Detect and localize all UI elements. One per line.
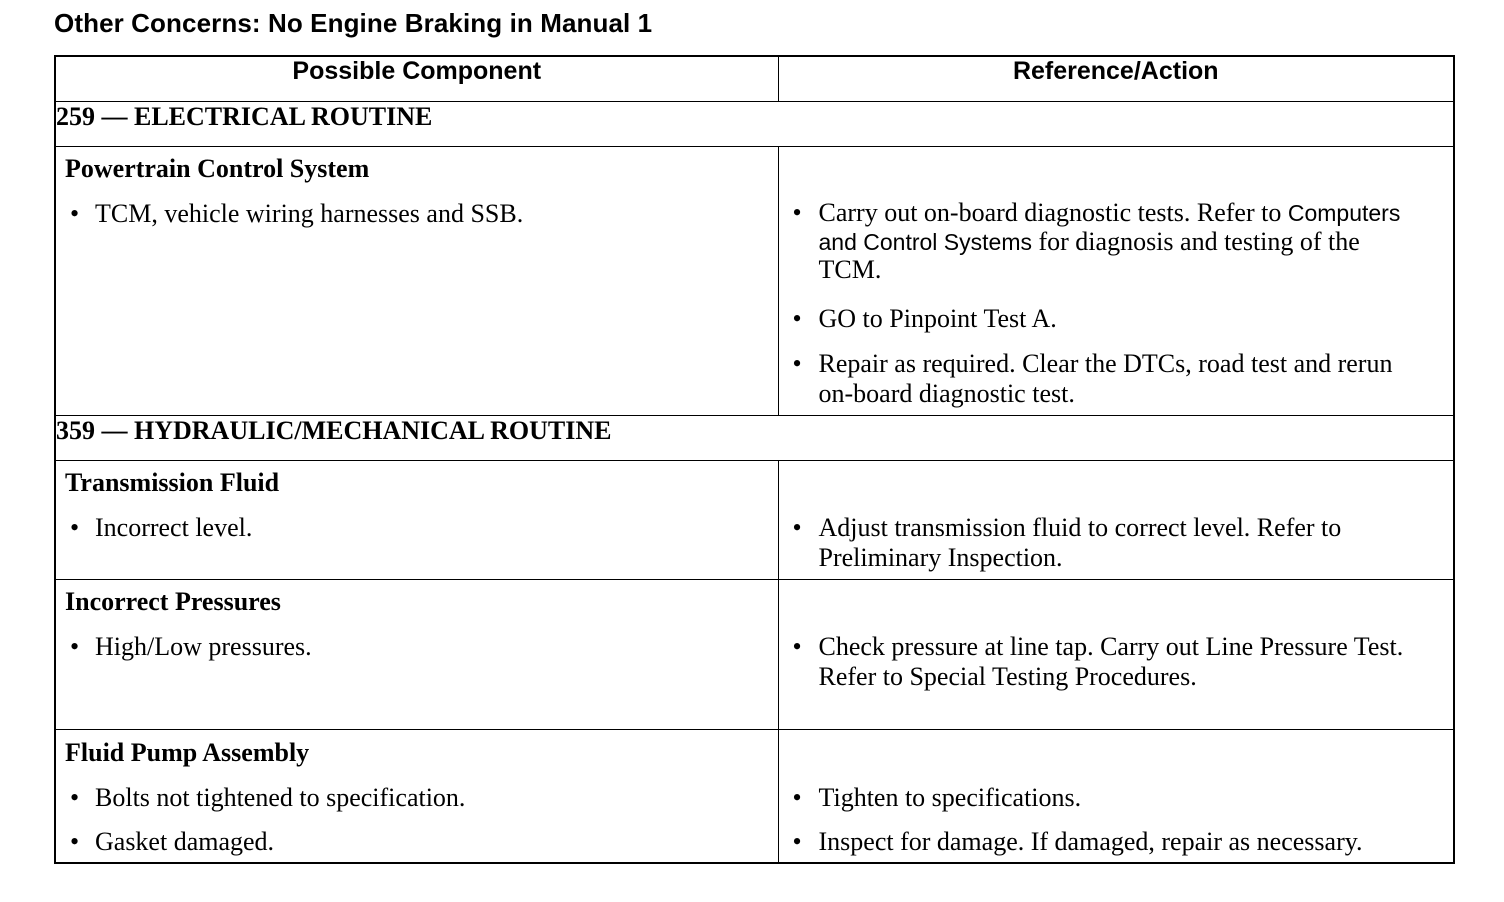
diagnosis-table [54, 55, 1455, 864]
action-text: Carry out on-board diagnostic tests. Refer to [818, 198, 1282, 227]
list-item: • Bolts not tightened to specification. [56, 783, 778, 813]
list-item: • GO to Pinpoint Test A. [779, 304, 1424, 334]
component-name: Powertrain Control System [65, 154, 370, 183]
component-cell [55, 461, 778, 580]
list-item: • Tighten to specifications. [779, 783, 1444, 813]
component-items [56, 783, 778, 857]
action-items [779, 199, 1424, 409]
component-items [56, 513, 778, 543]
list-item [779, 199, 1424, 285]
component-name: Transmission Fluid [65, 468, 280, 497]
action-text: for diagnosis and testing of the TCM. [818, 226, 1360, 284]
action-items [779, 632, 1424, 692]
column-header-action: Reference/Action [778, 56, 1454, 102]
component-items [56, 199, 778, 229]
list-item: • Incorrect level. [56, 513, 778, 543]
list-item: • TCM, vehicle wiring harnesses and SSB. [56, 199, 778, 229]
list-item: • Adjust transmission fluid to correct level. Refer to Preliminary Inspection. [779, 513, 1424, 573]
table-row [55, 147, 1454, 416]
component-cell [55, 580, 778, 730]
table-header-row [55, 56, 1454, 102]
action-items [779, 513, 1424, 573]
table-row [55, 730, 1454, 864]
page-title: Other Concerns: No Engine Braking in Manual 1 [54, 8, 653, 38]
action-cell [778, 730, 1454, 864]
component-name: Incorrect Pressures [65, 587, 281, 616]
table-row [55, 461, 1454, 580]
list-item: • High/Low pressures. [56, 632, 778, 662]
component-items [56, 632, 778, 662]
component-cell [55, 147, 778, 416]
action-items [779, 783, 1444, 857]
routine-heading: 259 — ELECTRICAL ROUTINE [55, 102, 1454, 147]
list-item: • Gasket damaged. [56, 827, 778, 857]
list-item: • Check pressure at line tap. Carry out Line Pressure Test. Refer to Special Testing Procedures. [779, 632, 1424, 692]
list-item: • Repair as required. Clear the DTCs, road test and rerun on-board diagnostic test. [779, 349, 1424, 409]
routine-row [55, 416, 1454, 461]
action-cell [778, 580, 1454, 730]
column-header-component: Possible Component [55, 56, 778, 102]
routine-row [55, 102, 1454, 147]
component-name: Fluid Pump Assembly [65, 738, 310, 767]
component-cell [55, 730, 778, 864]
action-cell [778, 461, 1454, 580]
table-row [55, 580, 1454, 730]
routine-heading: 359 — HYDRAULIC/MECHANICAL ROUTINE [55, 416, 1454, 461]
action-cell [778, 147, 1454, 416]
list-item: • Inspect for damage. If damaged, repair as necessary. [779, 827, 1444, 857]
reference-link[interactable]: Computers and Control Systems [818, 200, 1401, 255]
